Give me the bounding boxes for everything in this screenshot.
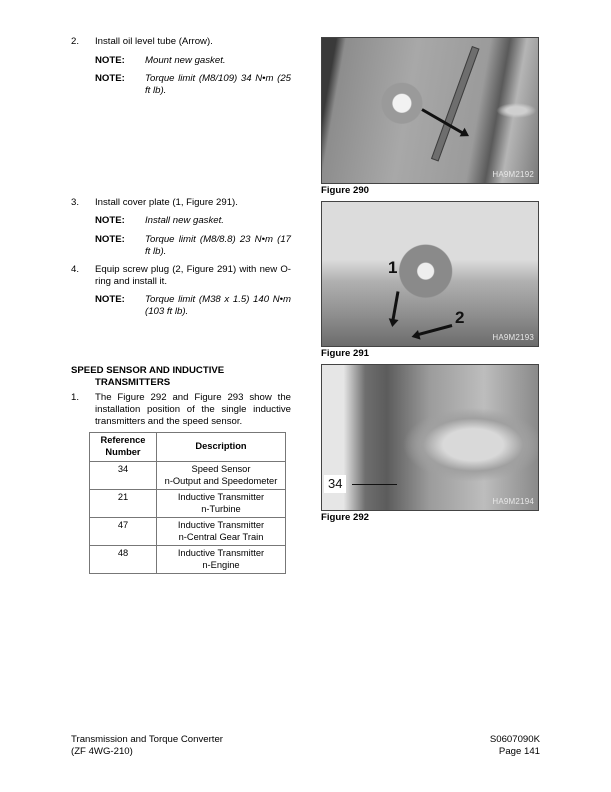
- column-header-reference: Reference Number: [90, 433, 157, 462]
- description-line-1: Inductive Transmitter: [177, 520, 265, 530]
- step-number: 4.: [71, 264, 80, 275]
- description: [157, 546, 286, 574]
- footer-page-info: [490, 734, 540, 758]
- description-line-2: n-Engine: [202, 559, 240, 570]
- note-text: Torque limit (M8/8.8) 23 N•m (17 ft lb).: [145, 234, 291, 257]
- note-text: Install new gasket.: [145, 215, 224, 226]
- leader-line: [352, 484, 397, 485]
- footer-left-line-1: Transmission and Torque Converter: [71, 734, 223, 745]
- note: [95, 234, 291, 258]
- reference-number: 34: [90, 462, 157, 490]
- figure-292-photo: [321, 364, 539, 511]
- figure-291-caption: Figure 291: [321, 348, 369, 359]
- reference-table: [89, 432, 286, 574]
- description-line-2: n-Output and Speedometer: [164, 475, 278, 486]
- description-line-1: Inductive Transmitter: [177, 492, 265, 502]
- note-label: NOTE:: [95, 294, 125, 305]
- arrow-icon: [417, 324, 453, 336]
- description-line-1: Speed Sensor: [191, 464, 251, 474]
- figure-291-photo: [321, 201, 539, 347]
- note-text: Mount new gasket.: [145, 55, 226, 66]
- image-tag: HA9M2193: [492, 333, 534, 342]
- step-2: [71, 36, 291, 48]
- table-row: [90, 546, 286, 574]
- image-tag: HA9M2194: [492, 497, 534, 506]
- column-header-description: Description: [157, 433, 286, 462]
- heading-line-2: TRANSMITTERS: [95, 377, 171, 388]
- table-row: [90, 518, 286, 546]
- step-number: 2.: [71, 36, 80, 47]
- step-4: [71, 264, 291, 288]
- description-line-2: n-Turbine: [201, 503, 241, 514]
- reference-number: 48: [90, 546, 157, 574]
- step-text: Install oil level tube (Arrow).: [95, 36, 213, 47]
- arrow-icon: [391, 291, 399, 321]
- note: [95, 73, 291, 97]
- step-3: [71, 197, 291, 209]
- callout-34: 34: [324, 475, 346, 493]
- step-text: Equip screw plug (2, Figure 291) with new O-ring and install it.: [95, 264, 291, 287]
- image-tag: HA9M2192: [492, 170, 534, 179]
- step-text: Install cover plate (1, Figure 291).: [95, 197, 238, 208]
- description-line-2: n-Central Gear Train: [178, 531, 264, 542]
- note-label: NOTE:: [95, 234, 125, 245]
- section-heading: [71, 365, 224, 389]
- callout-2: 2: [455, 308, 465, 327]
- step-number: 1.: [71, 392, 80, 403]
- note: [95, 294, 291, 318]
- figure-290-photo: [321, 37, 539, 184]
- reference-number: 47: [90, 518, 157, 546]
- description-line-1: Inductive Transmitter: [177, 548, 265, 558]
- description: [157, 462, 286, 490]
- footer-title: [71, 734, 223, 758]
- table-header-row: [90, 433, 286, 462]
- footer-left-line-2: (ZF 4WG-210): [71, 746, 133, 757]
- table-row: [90, 462, 286, 490]
- note: [95, 215, 291, 227]
- note-label: NOTE:: [95, 55, 125, 66]
- note-text: Torque limit (M38 x 1.5) 140 N•m (103 ft lb).: [145, 294, 291, 317]
- section-step-1: [71, 392, 291, 428]
- note-label: NOTE:: [95, 73, 125, 84]
- oil-level-tube: [431, 46, 480, 161]
- description: [157, 518, 286, 546]
- heading-line-1: SPEED SENSOR AND INDUCTIVE: [71, 365, 225, 376]
- figure-290-caption: Figure 290: [321, 185, 369, 196]
- note-text: Torque limit (M8/109) 34 N•m (25 ft lb).: [145, 73, 291, 96]
- page-number: Page 141: [498, 746, 540, 757]
- figure-292-caption: Figure 292: [321, 512, 369, 523]
- table-row: [90, 490, 286, 518]
- reference-number: 21: [90, 490, 157, 518]
- document-code: S0607090K: [489, 734, 540, 745]
- note-label: NOTE:: [95, 215, 125, 226]
- description: [157, 490, 286, 518]
- step-number: 3.: [71, 197, 80, 208]
- step-text: The Figure 292 and Figure 293 show the installation position of the single inductive transmitters and the speed sensor.: [95, 392, 291, 427]
- callout-1: 1: [388, 258, 398, 277]
- note: [95, 55, 291, 67]
